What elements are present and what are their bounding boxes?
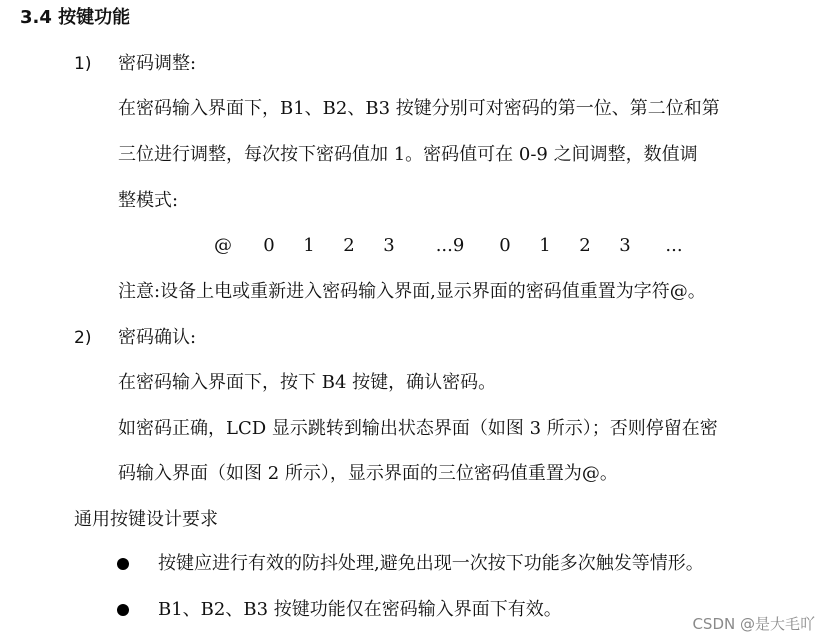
requirement-item: 按键应进行有效的防抖处理,避免出现一次按下功能多次触发等情形。 <box>158 553 704 574</box>
sequence-item: ... <box>665 235 683 256</box>
sequence-item: 1 <box>539 235 551 256</box>
bullet-icon <box>117 604 129 616</box>
watermark: CSDN @是大毛吖 <box>692 615 815 633</box>
sequence-item: ...9 <box>435 235 465 256</box>
sequence-item: 1 <box>303 235 315 256</box>
item2-line-3: 码输入界面（如图 2 所示），显示界面的三位密码值重置为@。 <box>118 463 618 484</box>
sequence-item: 2 <box>579 235 591 256</box>
sequence-item: 3 <box>383 235 395 256</box>
general-requirements-title: 通用按键设计要求 <box>74 509 218 530</box>
item1-paragraph-line-2: 三位进行调整，每次按下密码值加 1。密码值可在 0-9 之间调整，数值调 <box>118 144 698 165</box>
section-title: 3.4 按键功能 <box>20 7 131 28</box>
sequence-item: @ <box>214 235 232 256</box>
item1-paragraph-line-3: 整模式: <box>118 190 179 211</box>
item2-line-2: 如密码正确，LCD 显示跳转到输出状态界面（如图 3 所示）；否则停留在密 <box>118 418 718 439</box>
item1-title: 密码调整: <box>118 53 197 74</box>
item2-title: 密码确认: <box>118 327 197 348</box>
item1-note: 注意:设备上电或重新进入密码输入界面,显示界面的密码值重置为字符@。 <box>118 281 706 302</box>
requirement-item: B1、B2、B3 按键功能仅在密码输入界面下有效。 <box>158 599 562 620</box>
sequence-item: 3 <box>619 235 631 256</box>
item1-number: 1) <box>74 54 92 74</box>
adjust-sequence <box>210 234 694 258</box>
bullet-icon <box>117 558 129 570</box>
sequence-item: 0 <box>263 235 275 256</box>
item1-paragraph-line-1: 在密码输入界面下，B1、B2、B3 按键分别可对密码的第一位、第二位和第 <box>118 98 720 119</box>
sequence-item: 0 <box>499 235 511 256</box>
sequence-item: 2 <box>343 235 355 256</box>
item2-number: 2) <box>74 328 92 348</box>
item2-line-1: 在密码输入界面下，按下 B4 按键，确认密码。 <box>118 372 497 393</box>
